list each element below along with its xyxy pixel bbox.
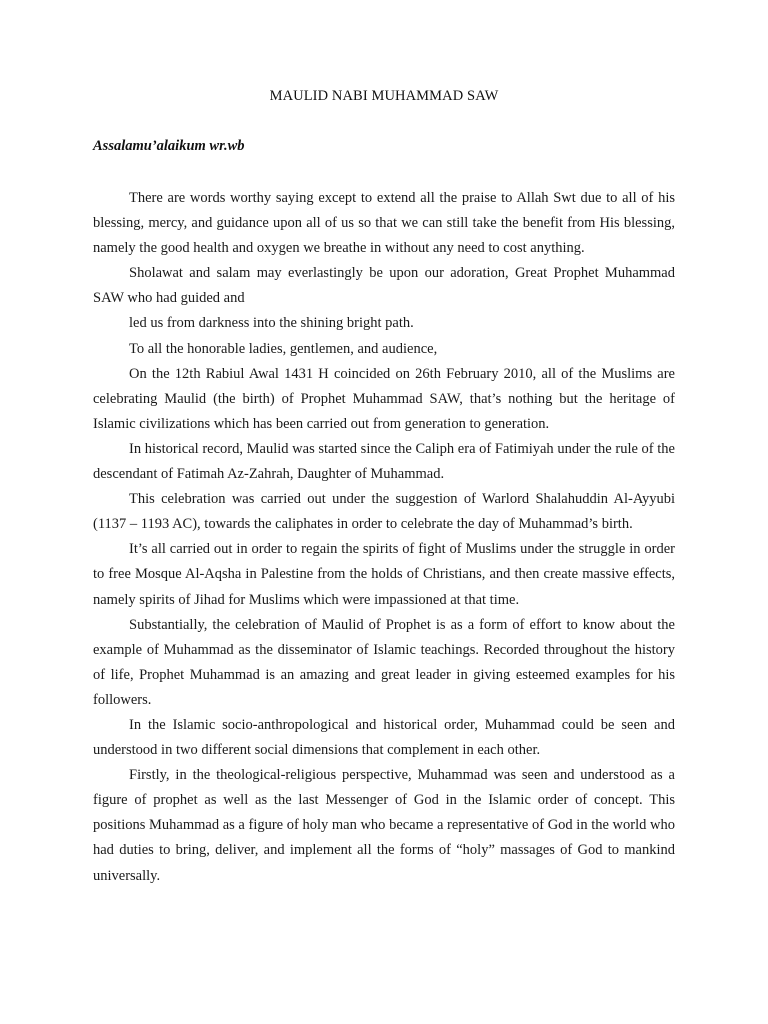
paragraph: It’s all carried out in order to regain the spirits of fight of Muslims under the struggle in order to free Mosque Al-Aqsha in Palestine from the holds of Christians, and then create massive effects, namely spirits of Jihad for Muslims which were impassioned at that time. — [93, 541, 675, 608]
paragraph: This celebration was carried out under the suggestion of Warlord Shalahuddin Al-Ayyubi (1137 – 1193 AC), towards the caliphates in order to celebrate the day of Muhammad’s birth. — [93, 491, 675, 533]
paragraph: On the 12th Rabiul Awal 1431 H coincided on 26th February 2010, all of the Muslims are celebrating Maulid (the birth) of Prophet Muhammad SAW, that’s nothing but the heritage of Islamic civilizations which has been carried out from generation to generation. — [93, 365, 675, 432]
paragraph: To all the honorable ladies, gentlemen, and audience, — [129, 340, 438, 357]
document-body — [93, 186, 675, 889]
paragraph: In the Islamic socio-anthropological and historical order, Muhammad could be seen and understood in two different social dimensions that complement in each other. — [93, 716, 675, 759]
paragraph: In historical record, Maulid was started since the Caliph era of Fatimiyah under the rule of the descendant of Fatimah Az-Zahrah, Daughter of Muhammad. — [93, 440, 675, 483]
document-title: MAULID NABI MUHAMMAD SAW — [269, 88, 499, 104]
paragraph: There are words worthy saying except to extend all the praise to Allah Swt due to all of his blessing, mercy, and guidance upon all of us so that we can still take the benefit from His blessing, namely the good health and oxygen we breathe in without any need to cost anything. — [93, 190, 675, 257]
greeting: Assalamu’alaikum wr.wb — [93, 138, 245, 154]
paragraph: Sholawat and salam may everlastingly be upon our adoration, Great Prophet Muhammad SAW who had guided and — [93, 265, 675, 307]
paragraph: Firstly, in the theological-religious perspective, Muhammad was seen and understood as a figure of prophet as well as the last Messenger of God in the Islamic order of concept. This positions Muhammad as a figure of holy man who became a representative of God in the world who had duties to bring, deliver, and implement all the forms of “holy” massages of God to mankind universally. — [93, 767, 675, 884]
paragraph: led us from darkness into the shining bright path. — [129, 315, 414, 332]
paragraph: Substantially, the celebration of Maulid of Prophet is as a form of effort to know about the example of Muhammad as the disseminator of Islamic teachings. Recorded throughout the history of life, Prophet Muhammad is an amazing and great leader in giving esteemed examples for his followers. — [93, 616, 675, 708]
